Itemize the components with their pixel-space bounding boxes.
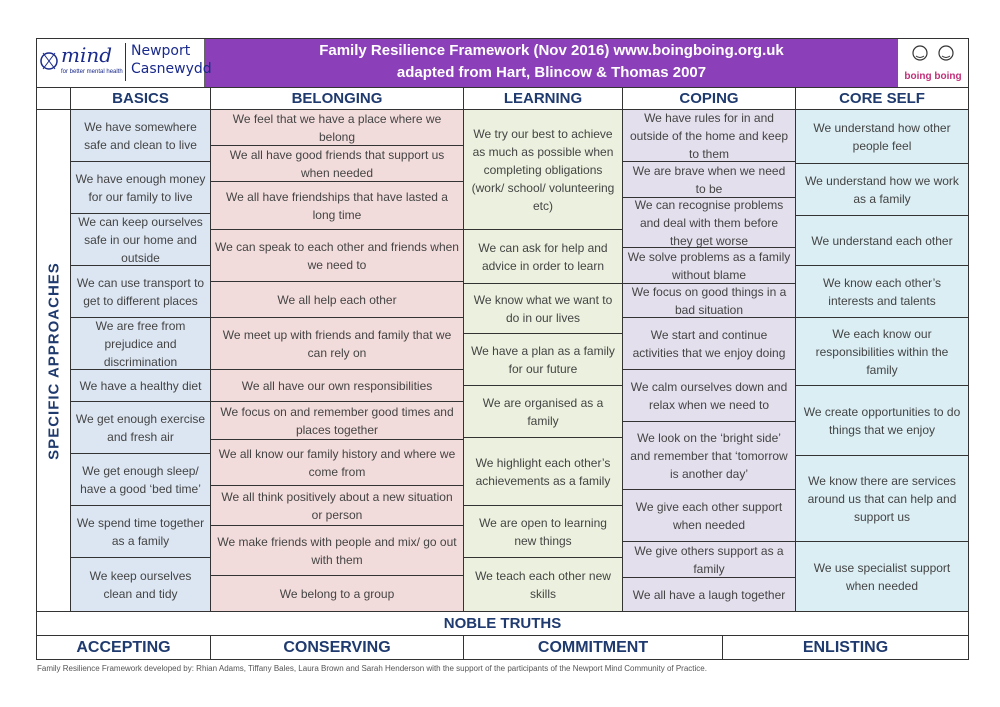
coreself-cell: We know there are services around us that can help and support us bbox=[796, 456, 968, 542]
boingboing-logo bbox=[898, 39, 968, 87]
learning-cell: We teach each other new skills bbox=[464, 558, 623, 612]
logo-casnewydd-text: Casnewydd bbox=[131, 61, 212, 77]
coping-cell: We have rules for in and outside of the home and keep to them bbox=[623, 110, 796, 162]
page-title bbox=[205, 40, 898, 86]
coreself-cell: We each know our responsibilities within the family bbox=[796, 318, 968, 386]
footer-credit: Family Resilience Framework developed by: Rhian Adams, Tiffany Bales, Laura Brown and Sarah Henderson with the support of the participants of the Newport Mind Community of Practice. bbox=[37, 664, 707, 673]
basics-cell: We get enough exercise and fresh air bbox=[71, 402, 211, 454]
learning-cell: We highlight each other’s achievements as a family bbox=[464, 438, 623, 506]
belonging-cell: We can speak to each other and friends when we need to bbox=[211, 230, 464, 282]
basics-cell: We can use transport to get to different places bbox=[71, 266, 211, 318]
col-head-coreself: CORE SELF bbox=[796, 88, 968, 110]
coping-cell: We can recognise problems and deal with them before they get worse bbox=[623, 198, 796, 248]
belonging-cell: We all help each other bbox=[211, 282, 464, 318]
belonging-cell: We belong to a group bbox=[211, 576, 464, 612]
belonging-cell: We focus on and remember good times and places together bbox=[211, 402, 464, 440]
coreself-cell: We create opportunities to do things that we enjoy bbox=[796, 386, 968, 456]
belonging-cell: We all have friendships that have lasted a long time bbox=[211, 182, 464, 230]
logo-divider bbox=[125, 43, 126, 81]
coping-cell: We start and continue activities that we enjoy doing bbox=[623, 318, 796, 370]
truth-enlisting: ENLISTING bbox=[802, 639, 889, 656]
belonging-cell: We make friends with people and mix/ go out with them bbox=[211, 526, 464, 576]
coping-cell: We all have a laugh together bbox=[623, 578, 796, 612]
learning-cell: We can ask for help and advice in order to learn bbox=[464, 230, 623, 284]
col-head-coping: COPING bbox=[623, 88, 796, 110]
logo-tagline: for better mental health bbox=[61, 69, 123, 75]
coreself-cell: We understand each other bbox=[796, 216, 968, 266]
side-label-cell bbox=[37, 110, 71, 612]
side-label: SPECIFIC APPROACHES bbox=[45, 261, 62, 460]
title-line-2: adapted from Hart, Blincow & Thomas 2007 bbox=[396, 64, 707, 81]
truth-conserving: CONSERVING bbox=[211, 636, 464, 660]
corner-cell bbox=[37, 88, 71, 110]
coreself-cell: We understand how other people feel bbox=[796, 110, 968, 164]
belonging-cell: We all know our family history and where we come from bbox=[211, 440, 464, 486]
learning-cell: We know what we want to do in our lives bbox=[464, 284, 623, 334]
coping-cell: We calm ourselves down and relax when we need to bbox=[623, 370, 796, 422]
title-line-1: Family Resilience Framework (Nov 2016) www.boingboing.org.uk bbox=[319, 42, 784, 59]
logo-newport-text: Newport bbox=[131, 43, 191, 59]
coping-cell: We focus on good things in a bad situation bbox=[623, 284, 796, 318]
learning-cell: We have a plan as a family for our future bbox=[464, 334, 623, 386]
learning-cell: We are open to learning new things bbox=[464, 506, 623, 558]
coreself-cell: We understand how we work as a family bbox=[796, 164, 968, 216]
belonging-cell: We all have our own responsibilities bbox=[211, 370, 464, 402]
coping-cell: We are brave when we need to be bbox=[623, 162, 796, 198]
basics-cell: We have enough money for our family to live bbox=[71, 162, 211, 214]
belonging-cell: We all have good friends that support us when needed bbox=[211, 146, 464, 182]
mind-newport-logo bbox=[37, 39, 212, 87]
truth-commitment: COMMITMENT bbox=[464, 636, 723, 660]
boingboing-faces-icon bbox=[898, 39, 968, 73]
basics-cell: We spend time together as a family bbox=[71, 506, 211, 558]
coping-cell: We solve problems as a family without blame bbox=[623, 248, 796, 284]
belonging-cell: We feel that we have a place where we belong bbox=[211, 110, 464, 146]
basics-cell: We have somewhere safe and clean to live bbox=[71, 110, 211, 162]
coreself-cell: We use specialist support when needed bbox=[796, 542, 968, 612]
col-head-basics: BASICS bbox=[71, 88, 211, 110]
basics-cell: We have a healthy diet bbox=[71, 370, 211, 402]
basics-cell: We can keep ourselves safe in our home and outside bbox=[71, 214, 211, 266]
belonging-cell: We meet up with friends and family that we can rely on bbox=[211, 318, 464, 370]
coping-cell: We give others support as a family bbox=[623, 542, 796, 578]
coreself-cell: We know each other’s interests and talents bbox=[796, 266, 968, 318]
learning-cell: We try our best to achieve as much as possible when completing obligations (work/ school/ volunteering etc) bbox=[464, 110, 623, 230]
noble-truths-heading: NOBLE TRUTHS bbox=[37, 612, 968, 636]
basics-cell: We keep ourselves clean and tidy bbox=[71, 558, 211, 612]
belonging-cell: We all think positively about a new situation or person bbox=[211, 486, 464, 526]
learning-cell: We are organised as a family bbox=[464, 386, 623, 438]
basics-cell: We are free from prejudice and discrimination bbox=[71, 318, 211, 370]
logo-mind-text: mind bbox=[61, 43, 113, 67]
coping-cell: We give each other support when needed bbox=[623, 490, 796, 542]
basics-cell: We get enough sleep/ have a good ‘bed time’ bbox=[71, 454, 211, 506]
logo-boingboing-text: boing boing bbox=[904, 71, 962, 82]
col-head-belonging: BELONGING bbox=[211, 88, 464, 110]
col-head-learning: LEARNING bbox=[464, 88, 623, 110]
truth-accepting: ACCEPTING bbox=[37, 636, 211, 660]
coping-cell: We look on the ‘bright side’ and remember that ‘tomorrow is another day’ bbox=[623, 422, 796, 490]
